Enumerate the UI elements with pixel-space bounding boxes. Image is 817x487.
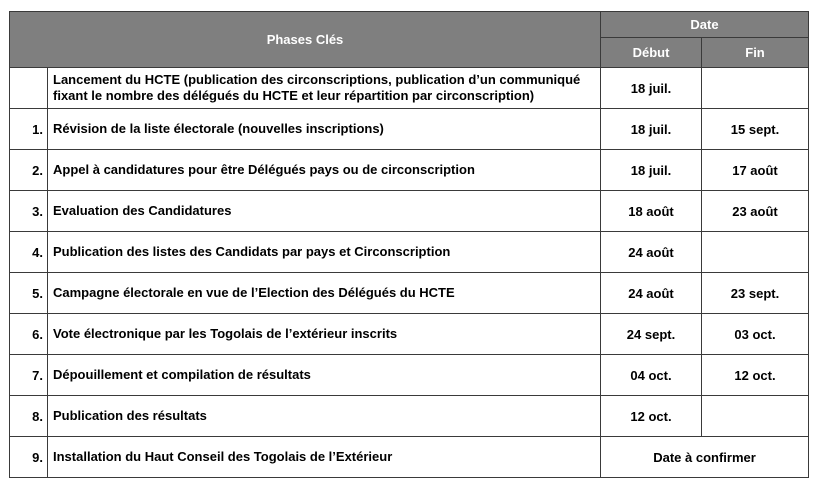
end-date <box>702 396 809 437</box>
table-row <box>10 314 809 355</box>
table-row <box>10 396 809 437</box>
phase-label: Appel à candidatures pour être Délégués pays ou de circonscription <box>48 150 601 191</box>
phase-label: Publication des listes des Candidats par pays et Circonscription <box>48 232 601 273</box>
phases-header: Phases Clés <box>10 12 601 68</box>
row-number: 8. <box>10 396 48 437</box>
start-date: 18 juil. <box>601 109 702 150</box>
table-row <box>10 273 809 314</box>
row-number: 7. <box>10 355 48 396</box>
end-date <box>702 68 809 109</box>
end-date: 17 août <box>702 150 809 191</box>
row-number: 4. <box>10 232 48 273</box>
start-header: Début <box>601 38 702 68</box>
table-row <box>10 109 809 150</box>
phase-label: Campagne électorale en vue de l’Election des Délégués du HCTE <box>48 273 601 314</box>
row-number: 6. <box>10 314 48 355</box>
start-date: 24 août <box>601 232 702 273</box>
row-number <box>10 68 48 109</box>
start-date: 12 oct. <box>601 396 702 437</box>
merged-date: Date à confirmer <box>601 437 809 478</box>
start-date: 18 juil. <box>601 150 702 191</box>
end-date: 23 sept. <box>702 273 809 314</box>
end-date: 15 sept. <box>702 109 809 150</box>
table-row <box>10 191 809 232</box>
table-row <box>10 68 809 109</box>
start-date: 18 juil. <box>601 68 702 109</box>
start-date: 24 août <box>601 273 702 314</box>
end-date <box>702 232 809 273</box>
table-row <box>10 355 809 396</box>
phase-label: Lancement du HCTE (publication des circonscriptions, publication d’un communiqué fixant le nombre des délégués du HCTE et leur répartition par circonscription) <box>48 68 601 109</box>
phase-label: Dépouillement et compilation de résultats <box>48 355 601 396</box>
phases-table <box>9 11 809 478</box>
phase-label: Publication des résultats <box>48 396 601 437</box>
start-date: 24 sept. <box>601 314 702 355</box>
phase-label: Installation du Haut Conseil des Togolais de l’Extérieur <box>48 437 601 478</box>
end-date: 23 août <box>702 191 809 232</box>
phase-label: Evaluation des Candidatures <box>48 191 601 232</box>
start-date: 04 oct. <box>601 355 702 396</box>
end-header: Fin <box>702 38 809 68</box>
row-number: 9. <box>10 437 48 478</box>
row-number: 1. <box>10 109 48 150</box>
date-header: Date <box>601 12 809 38</box>
end-date: 12 oct. <box>702 355 809 396</box>
table-row <box>10 150 809 191</box>
start-date: 18 août <box>601 191 702 232</box>
table-row <box>10 437 809 478</box>
end-date: 03 oct. <box>702 314 809 355</box>
phase-label: Révision de la liste électorale (nouvelles inscriptions) <box>48 109 601 150</box>
row-number: 2. <box>10 150 48 191</box>
row-number: 5. <box>10 273 48 314</box>
table-row <box>10 232 809 273</box>
phase-label: Vote électronique par les Togolais de l’extérieur inscrits <box>48 314 601 355</box>
row-number: 3. <box>10 191 48 232</box>
